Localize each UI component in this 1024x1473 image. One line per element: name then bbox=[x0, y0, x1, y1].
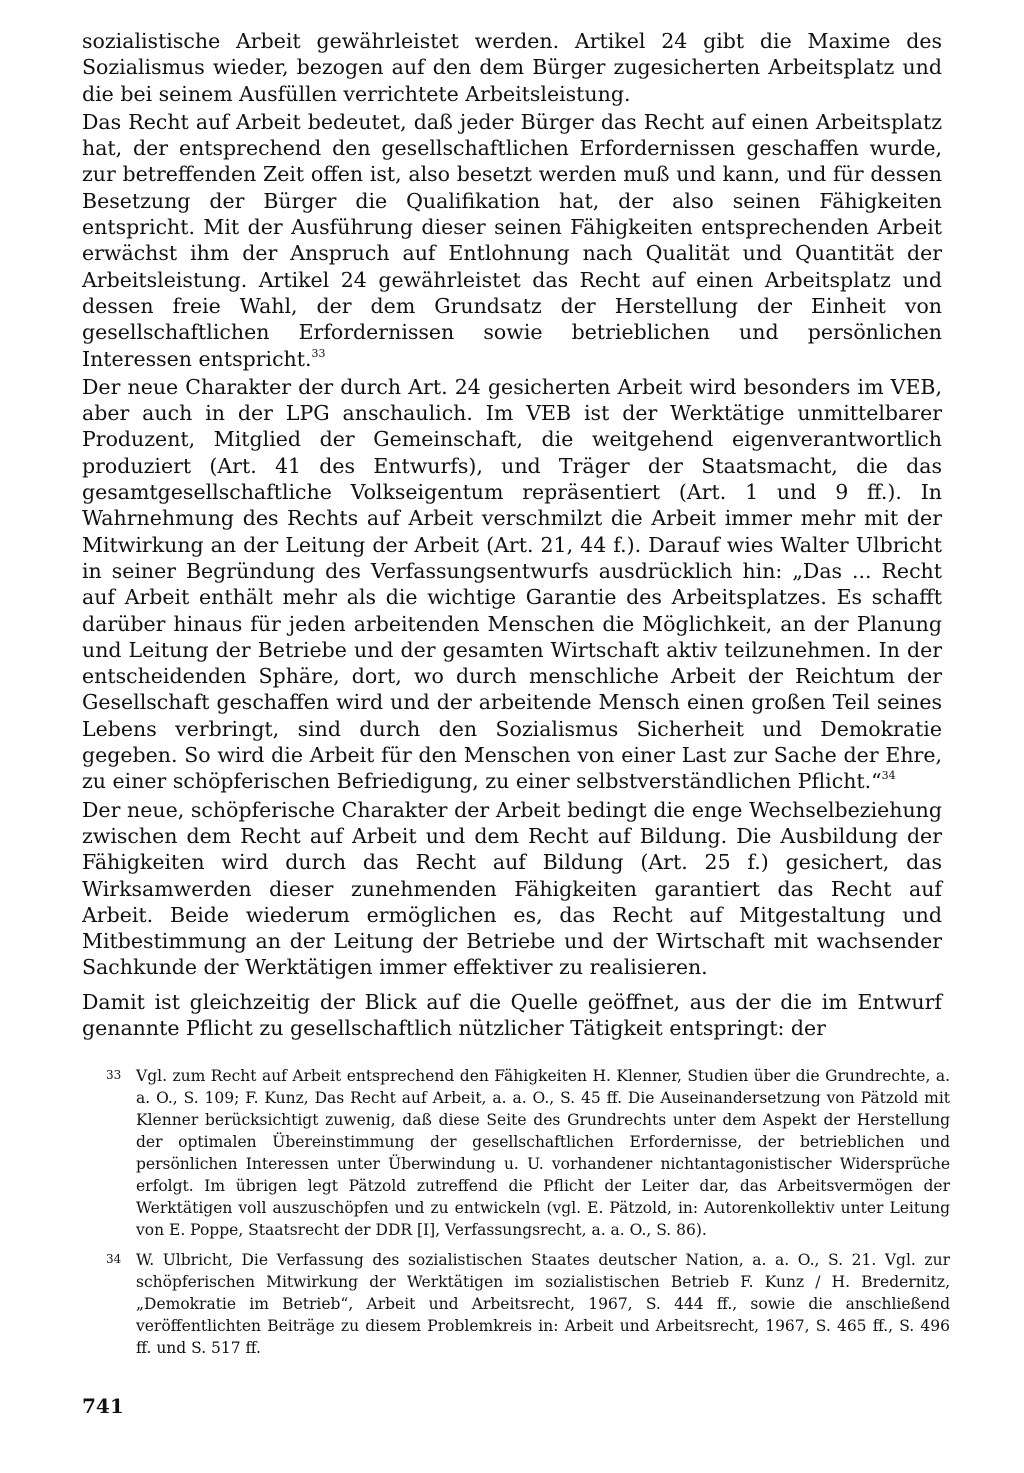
footnote-number: 33 bbox=[106, 1068, 122, 1082]
footnote-number: 34 bbox=[106, 1252, 122, 1266]
footnote-ref-34[interactable]: 34 bbox=[881, 769, 896, 783]
paragraph-3 bbox=[82, 374, 942, 795]
page-number: 741 bbox=[82, 1394, 124, 1418]
paragraph-text: Der neue, schöpferische Charakter der Arbeit bedingt die enge Wechselbeziehung zwischen dem Recht auf Arbeit und dem Recht auf Bildung. Die Ausbildung der Fähigkeiten wird durch das Recht auf Bildung (Art. 25 f.) gesichert, das Wirksamwerden dieser zunehmenden Fähigkeiten garantiert das Recht auf Arbeit. Beide wiederum ermöglichen es, das Recht auf Mitgestaltung und Mitbestimmung an der Leitung der Betriebe und der Wirtschaft mit wachsender Sachkunde der Werktätigen immer effektiver zu realisieren. bbox=[82, 797, 942, 980]
footnotes bbox=[106, 1065, 950, 1359]
body-text bbox=[82, 28, 942, 1041]
footnote-text: W. Ulbricht, Die Verfassung des sozialistischen Staates deutscher Nation, a. a. O., S. 21. Vgl. zur schöpferischen Mitwirkung der Werktätigen im sozialistischen Betrieb F. Kunz / H. Bredernitz, „Demokratie im Betrieb“, Arbeit und Arbeitsrecht, 1967, S. 444 ff., sowie die anschließend veröffentlichten Beiträge zu diesem Problemkreis in: Arbeit und Arbeitsrecht, 1967, S. 465 ff., S. 496 ff. und S. 517 ff. bbox=[136, 1251, 950, 1357]
paragraph-5 bbox=[82, 989, 942, 1042]
footnote-34 bbox=[106, 1249, 950, 1359]
paragraph-4 bbox=[82, 797, 942, 981]
paragraph-text: Das Recht auf Arbeit bedeutet, daß jeder Bürger das Recht auf einen Arbeitsplatz hat, der entsprechend den gesellschaftlichen Erfordernissen geschaffen wurde, zur betreffenden Zeit offen ist, also besetzt werden muß und kann, und für dessen Besetzung der Bürger die Qualifikation hat, der also seinen Fähigkeiten entspricht. Mit der Ausführung dieser seinen Fähigkeiten entsprechenden Arbeit erwächst ihm der Anspruch auf Entlohnung nach Qualität und Quantität der Arbeitsleistung. Artikel 24 gewährleistet das Recht auf einen Arbeitsplatz und dessen freie Wahl, der dem Grundsatz der Herstellung der Einheit von gesellschaftlichen Erfordernissen sowie betrieblichen und persönlichen Interessen entspricht. bbox=[82, 109, 942, 371]
paragraph-text: sozialistische Arbeit gewährleistet werden. Artikel 24 gibt die Maxime des Sozialismus wieder, bezogen auf den dem Bürger zugesicherten Arbeitsplatz und die bei seinem Ausfüllen verrichtete Arbeitsleistung. bbox=[82, 29, 942, 106]
paragraph-2 bbox=[82, 109, 942, 372]
footnote-ref-33[interactable]: 33 bbox=[311, 346, 326, 360]
paragraph-1 bbox=[82, 28, 942, 107]
paragraph-text: Der neue Charakter der durch Art. 24 gesicherten Arbeit wird besonders im VEB, aber auch in der LPG anschaulich. Im VEB ist der Werktätige unmittelbarer Produzent, Mitglied der Gemeinschaft, die weitgehend eigenverantwortlich produziert (Art. 41 des Entwurfs), und Träger der Staatsmacht, die das gesamtgesellschaftliche Volkseigentum repräsentiert (Art. 1 und 9 ff.). In Wahrnehmung des Rechts auf Arbeit verschmilzt die Arbeit immer mehr mit der Mitwirkung an der Leitung der Arbeit (Art. 21, 44 f.). Darauf wies Walter Ulbricht in seiner Begründung des Verfassungsentwurfs ausdrücklich hin: „Das ... Recht auf Arbeit enthält mehr als die wichtige Garantie des Arbeitsplatzes. Es schafft darüber hinaus für jeden arbeitenden Menschen die Möglichkeit, an der Planung und Leitung der Betriebe und der gesamten Wirtschaft aktiv teilzunehmen. In der entscheidenden Sphäre, dort, wo durch menschliche Arbeit der Reichtum der Gesellschaft geschaffen wird und der arbeitende Mensch einen großen Teil seines Lebens verbringt, sind durch den Sozialismus Sicherheit und Demokratie gegeben. So wird die Arbeit für den Menschen von einer Last zur Sache der Ehre, zu einer schöpferischen Befriedigung, zu einer selbstverständlichen Pflicht.“ bbox=[82, 374, 942, 794]
footnote-33 bbox=[106, 1065, 950, 1241]
footnote-text: Vgl. zum Recht auf Arbeit entsprechend den Fähigkeiten H. Klenner, Studien über die Grundrechte, a. a. O., S. 109; F. Kunz, Das Recht auf Arbeit, a. a. O., S. 45 ff. Die Auseinandersetzung von Pätzold mit Klenner berücksichtigt zuwenig, daß diese Seite des Grundrechts unter dem Aspekt der Herstellung der optimalen Übereinstimmung der gesellschaftlichen Erfordernisse, der betrieblichen und persönlichen Interessen unter Überwindung u. U. vorhandener nichtantagonistischer Widersprüche erfolgt. Im übrigen legt Pätzold zutreffend die Pflicht der Leiter dar, das Arbeitsvermögen der Werktätigen voll auszuschöpfen und zu entwickeln (vgl. E. Pätzold, in: Autorenkollektiv unter Leitung von E. Poppe, Staatsrecht der DDR [I], Verfassungsrecht, a. a. O., S. 86). bbox=[136, 1067, 950, 1239]
paragraph-text: Damit ist gleichzeitig der Blick auf die Quelle geöffnet, aus der die im Entwurf genannte Pflicht zu gesellschaftlich nützlicher Tätigkeit entspringt: der bbox=[82, 989, 942, 1040]
